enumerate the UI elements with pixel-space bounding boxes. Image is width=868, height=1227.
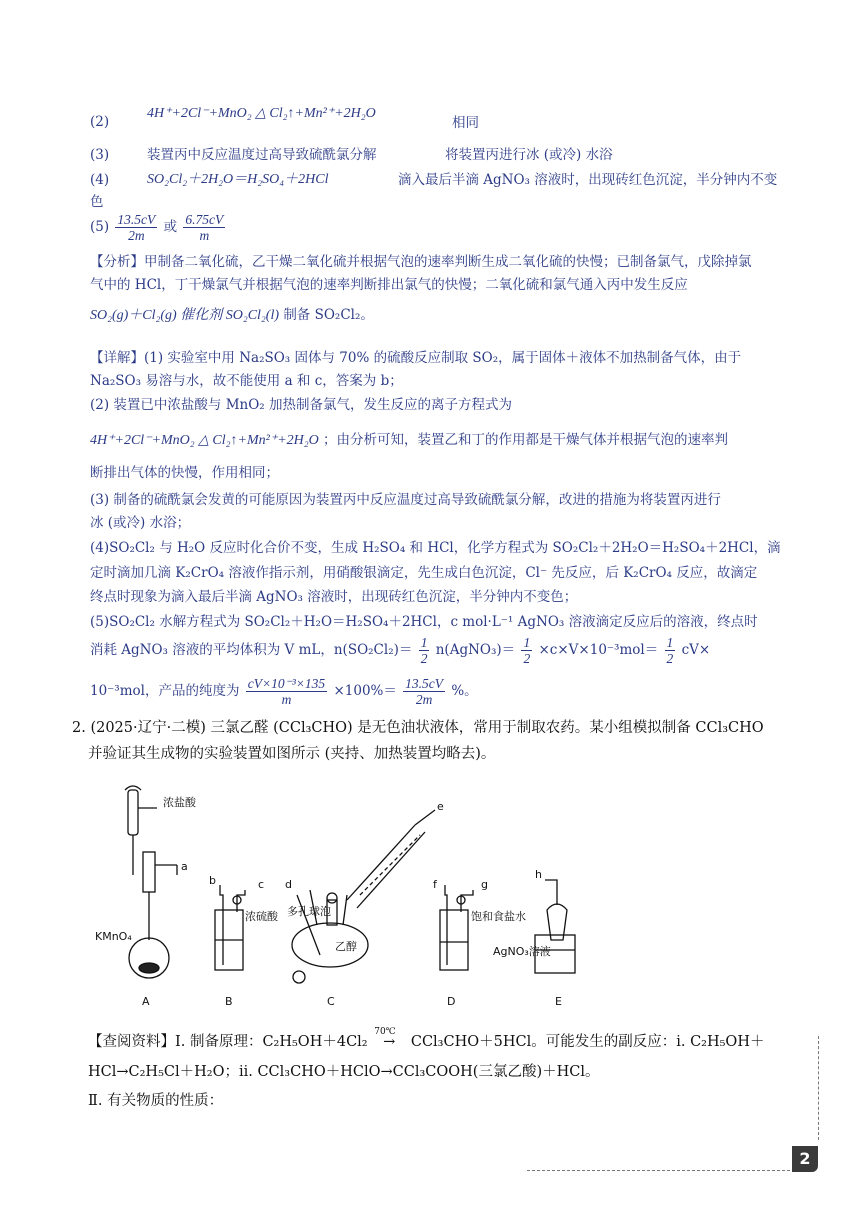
label-h: h	[535, 868, 542, 881]
detail-line-13-a: 10⁻³mol，产品的纯度为	[90, 683, 240, 699]
detail-line-11: (5)SO₂Cl₂ 水解方程式为 SO₂Cl₂＋H₂O＝H₂SO₄＋2HCl，c mol·L⁻¹ AgNO₃ 溶液滴定反应后的溶液，终点时	[90, 614, 758, 630]
answer-4-continued: 色	[90, 194, 104, 210]
fraction-result: $\frac{13.5cV}{2m}$	[405, 676, 444, 707]
detail-line-3: (2) 装置已中浓盐酸与 MnO₂ 加热制备氯气，发生反应的离子方程式为	[90, 397, 512, 413]
detail-line-8: (4)SO₂Cl₂ 与 H₂O 反应时化合价不变，生成 H₂SO₄ 和 HCl，化学方程式为 SO₂Cl₂＋2H₂O＝H₂SO₄＋2HCl，滴	[90, 540, 781, 556]
detail-line-4	[90, 430, 728, 451]
answer-3-measure: 将装置丙进行冰 (或冷) 水浴	[445, 147, 613, 163]
answer-5-number: (5)	[90, 219, 110, 235]
answer-2	[90, 106, 479, 132]
label-brine: 饱和食盐水	[471, 910, 526, 923]
detail-line-10: 终点时现象为滴入最后半滴 AgNO₃ 溶液时，出现砖红色沉淀，半分钟内不变色；	[90, 589, 578, 605]
label-agno3: AgNO₃溶液	[493, 945, 551, 958]
label-e: e	[437, 800, 444, 813]
detail-line-12-d: cV×	[681, 642, 711, 658]
analysis-line-3	[90, 305, 374, 326]
answer-3-number: (3)	[90, 147, 110, 163]
label-f: f	[433, 878, 437, 891]
reference-line-1-b: CCl₃CHO＋5HCl。可能发生的副反应：i. C₂H₅OH＋	[410, 1034, 765, 1050]
reference-line-1	[88, 1027, 765, 1054]
or-text: 或	[163, 219, 178, 235]
detail-line-7: 冰 (或冷) 水浴；	[90, 515, 191, 531]
detail-line-12-a: 消耗 AgNO₃ 溶液的平均体积为 V mL，n(SO₂Cl₂)＝	[90, 642, 413, 658]
fraction-half-2: $\frac{1}{2}$	[523, 635, 531, 666]
answer-4-endpoint: 滴入最后半滴 AgNO₃ 溶液时，出现砖红色沉淀，半分钟内不变	[398, 172, 778, 188]
label-d: d	[285, 878, 292, 891]
margin-dashed-line	[818, 1036, 819, 1140]
question-line-1: 2. (2025·辽宁·二模) 三氯乙醛 (CCl₃CHO) 是无色油状液体，常用于制取农药。某小组模拟制备 CCl₃CHO	[72, 720, 764, 736]
answer-4	[90, 170, 778, 190]
footer-dashed-line	[527, 1170, 795, 1171]
answer-2-equation: 4H⁺+2Cl⁻+MnO₂ △ Cl₂↑+Mn²⁺+2H₂O	[147, 106, 376, 121]
page-number: 2	[792, 1146, 818, 1172]
question-line-2: 并验证其生成物的实验装置如图所示 (夹持、加热装置均略去)。	[88, 746, 496, 762]
answer-4-equation: SO₂Cl₂＋2H₂O＝H₂SO₄＋2HCl	[147, 172, 329, 187]
fraction-half-3: $\frac{1}{2}$	[666, 635, 674, 666]
answer-2-result: 相同	[452, 115, 479, 131]
detail-line-12	[90, 635, 710, 666]
detail-line-5: 断排出气体的快慢，作用相同；	[90, 465, 279, 481]
label-b: b	[209, 874, 216, 887]
fraction-purity: $\frac{\text{cV×10⁻³×135}}{m}$	[247, 676, 326, 707]
answer-4-number: (4)	[90, 172, 110, 188]
analysis-line-2: 气中的 HCl，丁干燥氯气并根据气泡的速率判断排出氯气的快慢；二氧化硫和氯气通入丙中发生反应	[90, 277, 688, 293]
detail-line-6: (3) 制备的硫酰氯会发黄的可能原因为装置丙中反应温度过高导致硫酰氯分解，改进的措施为将装置丙进行	[90, 492, 721, 508]
label-ethanol: 乙醇	[335, 940, 357, 953]
analysis-product: 制备 SO₂Cl₂。	[283, 307, 374, 323]
apparatus-diagram	[95, 780, 715, 1020]
label-conc-h2so4: 浓硫酸	[245, 910, 278, 923]
reference-line-2: HCl→C₂H₅Cl＋H₂O；ii. CCl₃CHO＋HClO→CCl₃COOH(三氯乙酸)＋HCl。	[88, 1064, 600, 1080]
label-kmno4: KMnO₄	[95, 930, 132, 943]
analysis-equation: SO₂(g)＋Cl₂(g) 催化剂 SO₂Cl₂(l)	[90, 308, 280, 323]
detail-line-12-b: n(AgNO₃)＝	[435, 642, 516, 658]
answer-3-reason: 装置丙中反应温度过高导致硫酰氯分解	[147, 147, 377, 163]
detail-line-1: 【详解】(1) 实验室中用 Na₂SO₃ 固体与 70% 的硫酸反应制取 SO₂，属于固体＋液体不加热制备气体，由于	[90, 350, 742, 366]
detail-line-13-c: %。	[451, 683, 478, 699]
label-C: C	[327, 995, 335, 1008]
answer-5	[90, 212, 227, 243]
detail-line-9: 定时滴加几滴 K₂CrO₄ 溶液作指示剂，用硝酸银滴定，先生成白色沉淀，Cl⁻ 先反应，后 K₂CrO₄ 反应，故滴定	[90, 565, 758, 581]
label-E: E	[555, 995, 562, 1008]
fraction-half-1: $\frac{1}{2}$	[420, 635, 428, 666]
analysis-line-1: 【分析】甲制备二氧化硫，乙干燥二氧化硫并根据气泡的速率判断生成二氧化硫的快慢；已制备氯气，戊除掉氯	[90, 254, 752, 270]
answer-3	[90, 145, 613, 165]
label-D: D	[447, 995, 456, 1008]
detail-line-13	[90, 676, 478, 707]
label-B: B	[225, 995, 233, 1008]
answer-2-number: (2)	[90, 114, 110, 130]
detail-line-12-c: ×c×V×10⁻³mol＝	[538, 642, 659, 658]
apparatus-figure	[95, 780, 715, 1020]
label-a: a	[181, 860, 188, 873]
label-c: c	[258, 878, 265, 891]
detail-line-13-b: ×100%＝	[333, 683, 397, 699]
label-A: A	[142, 995, 150, 1008]
reference-line-1-a: 【查阅资料】Ⅰ. 制备原理：C₂H₅OH＋4Cl₂	[88, 1034, 368, 1050]
detail-equation: 4H⁺+2Cl⁻+MnO₂ △ Cl₂↑+Mn²⁺+2H₂O	[90, 433, 319, 448]
reference-line-3: Ⅱ. 有关物质的性质：	[88, 1093, 224, 1109]
detail-line-2: Na₂SO₃ 易溶与水，故不能使用 a 和 c，答案为 b；	[90, 373, 403, 389]
label-porous: 多孔球泡	[287, 905, 331, 918]
fraction-answer-b: $\frac{6.75cV}{m}$	[185, 212, 224, 243]
reaction-condition: 70℃	[374, 1027, 396, 1037]
label-g: g	[481, 878, 488, 891]
reaction-arrow: 70℃ →	[372, 1030, 406, 1054]
detail-line-4-text: ；由分析可知，装置乙和丁的作用都是干燥气体并根据气泡的速率判	[323, 432, 729, 448]
label-conc-hcl: 浓盐酸	[163, 796, 196, 809]
fraction-answer-a: $\frac{13.5cV}{2m}$	[117, 212, 156, 243]
